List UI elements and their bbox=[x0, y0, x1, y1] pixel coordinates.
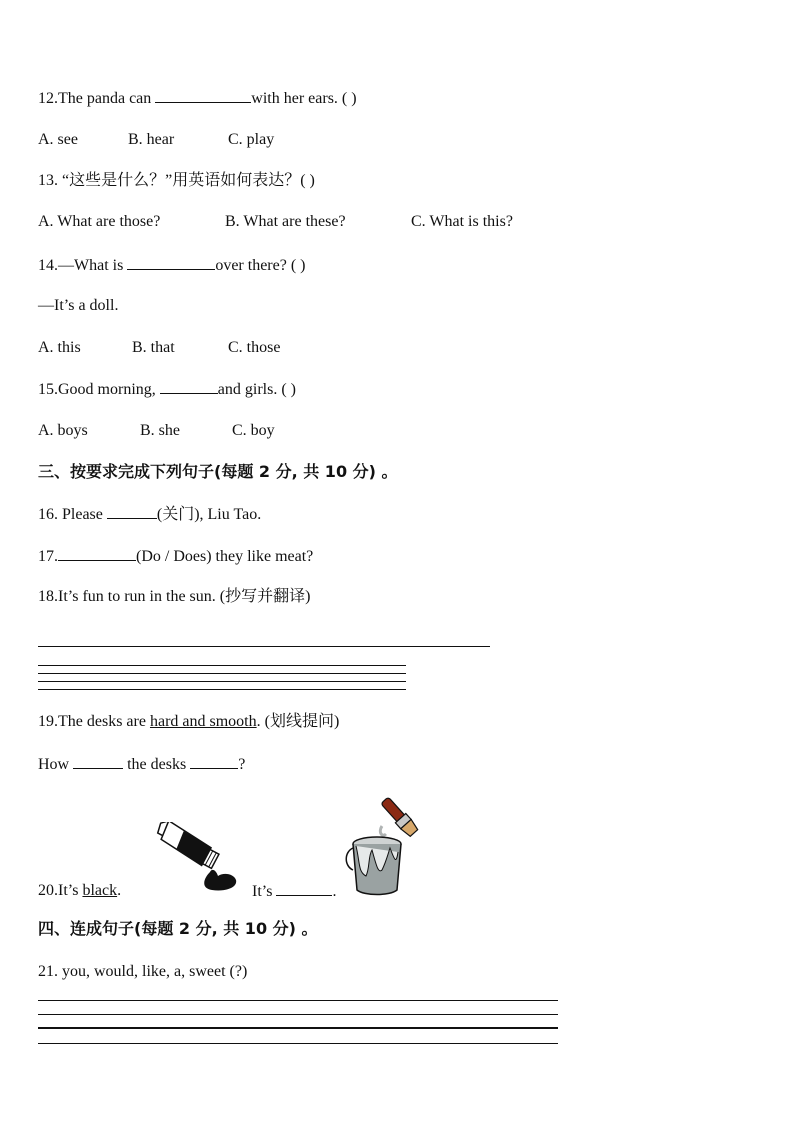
q13-options bbox=[38, 212, 513, 232]
q19-prefix: 19.The desks are bbox=[38, 713, 150, 730]
q17-suffix: (Do / Does) they like meat? bbox=[136, 548, 314, 565]
q14-option-c[interactable]: C. those bbox=[228, 339, 281, 356]
question-19 bbox=[38, 712, 339, 732]
q12-option-b[interactable]: B. hear bbox=[128, 131, 175, 148]
q20-answer bbox=[252, 881, 336, 902]
q18-answer-line-4[interactable] bbox=[38, 681, 406, 682]
q13-option-a[interactable]: A. What are those? bbox=[38, 213, 161, 230]
q15-prefix: 15.Good morning, bbox=[38, 381, 160, 398]
question-15 bbox=[38, 379, 296, 400]
q16-suffix: (关门), Liu Tao. bbox=[156, 506, 262, 523]
q21-answer-line-1[interactable] bbox=[38, 1000, 558, 1001]
q14-options bbox=[38, 338, 280, 358]
q17-prefix: 17. bbox=[38, 548, 58, 565]
q21-answer-line-2[interactable] bbox=[38, 1014, 558, 1015]
q21-answer-line-4[interactable] bbox=[38, 1043, 558, 1044]
q14-answer: —It’s a doll. bbox=[38, 297, 119, 314]
q13-option-c[interactable]: C. What is this? bbox=[411, 213, 513, 230]
q20-blank[interactable] bbox=[276, 881, 332, 896]
q20-after: . bbox=[117, 882, 122, 899]
q19-answer bbox=[38, 754, 245, 775]
q15-options bbox=[38, 421, 275, 441]
q14-option-a[interactable]: A. this bbox=[38, 339, 81, 356]
q12-options bbox=[38, 130, 274, 150]
section-4-heading: 四、连成句子(每题 2 分, 共 10 分) 。 bbox=[38, 919, 318, 938]
question-12 bbox=[38, 88, 357, 109]
q15-option-c[interactable]: C. boy bbox=[232, 422, 275, 439]
q12-prefix: 12.The panda can bbox=[38, 90, 156, 107]
question-18: 18.It’s fun to run in the sun. (抄写并翻译) bbox=[38, 588, 311, 605]
q19-suffix: . (划线提问) bbox=[256, 713, 340, 730]
q19-blank-2[interactable] bbox=[190, 754, 238, 769]
q15-blank[interactable] bbox=[160, 379, 218, 394]
q18-answer-line-1[interactable] bbox=[38, 646, 490, 647]
q15-suffix: and girls. ( ) bbox=[217, 381, 296, 398]
q19-how-suffix: ? bbox=[238, 756, 246, 773]
q18-answer-line-2[interactable] bbox=[38, 665, 406, 666]
q17-blank[interactable] bbox=[58, 546, 136, 561]
question-13: 13. “这些是什么？”用英语如何表达？( ) bbox=[38, 172, 315, 189]
q18-answer-line-3[interactable] bbox=[38, 673, 406, 674]
section-3-heading: 三、按要求完成下列句子(每题 2 分, 共 10 分) 。 bbox=[38, 462, 398, 481]
q12-suffix: with her ears. ( ) bbox=[251, 90, 357, 107]
q19-blank-1[interactable] bbox=[73, 754, 123, 769]
q16-blank[interactable] bbox=[107, 504, 157, 519]
question-20 bbox=[38, 881, 121, 901]
question-16 bbox=[38, 504, 261, 525]
q15-option-a[interactable]: A. boys bbox=[38, 422, 88, 439]
paint-tube-icon bbox=[142, 822, 242, 894]
q14-blank[interactable] bbox=[127, 255, 215, 270]
q20-second: It’s bbox=[252, 883, 277, 900]
q13-option-b[interactable]: B. What are these? bbox=[225, 213, 346, 230]
q19-how-mid: the desks bbox=[127, 756, 191, 773]
q20-underlined: black bbox=[82, 882, 118, 899]
q19-underlined: hard and smooth bbox=[149, 713, 257, 730]
question-17 bbox=[38, 546, 313, 567]
q18-answer-line-5[interactable] bbox=[38, 689, 406, 690]
q12-blank[interactable] bbox=[155, 88, 251, 103]
q20-end: . bbox=[332, 883, 337, 900]
q14-suffix: over there? ( ) bbox=[215, 257, 306, 274]
paint-bucket-icon bbox=[342, 792, 428, 896]
q12-option-a[interactable]: A. see bbox=[38, 131, 78, 148]
q16-prefix: 16. Please bbox=[38, 506, 107, 523]
q15-option-b[interactable]: B. she bbox=[140, 422, 180, 439]
q14-prefix: 14.—What is bbox=[38, 257, 128, 274]
q21-answer-line-3[interactable] bbox=[38, 1027, 558, 1029]
q12-option-c[interactable]: C. play bbox=[228, 131, 275, 148]
q20-prefix: 20.It’s bbox=[38, 882, 83, 899]
question-14 bbox=[38, 255, 306, 276]
q19-how-prefix: How bbox=[38, 756, 74, 773]
question-21: 21. you, would, like, a, sweet (?) bbox=[38, 963, 248, 980]
q14-option-b[interactable]: B. that bbox=[132, 339, 175, 356]
